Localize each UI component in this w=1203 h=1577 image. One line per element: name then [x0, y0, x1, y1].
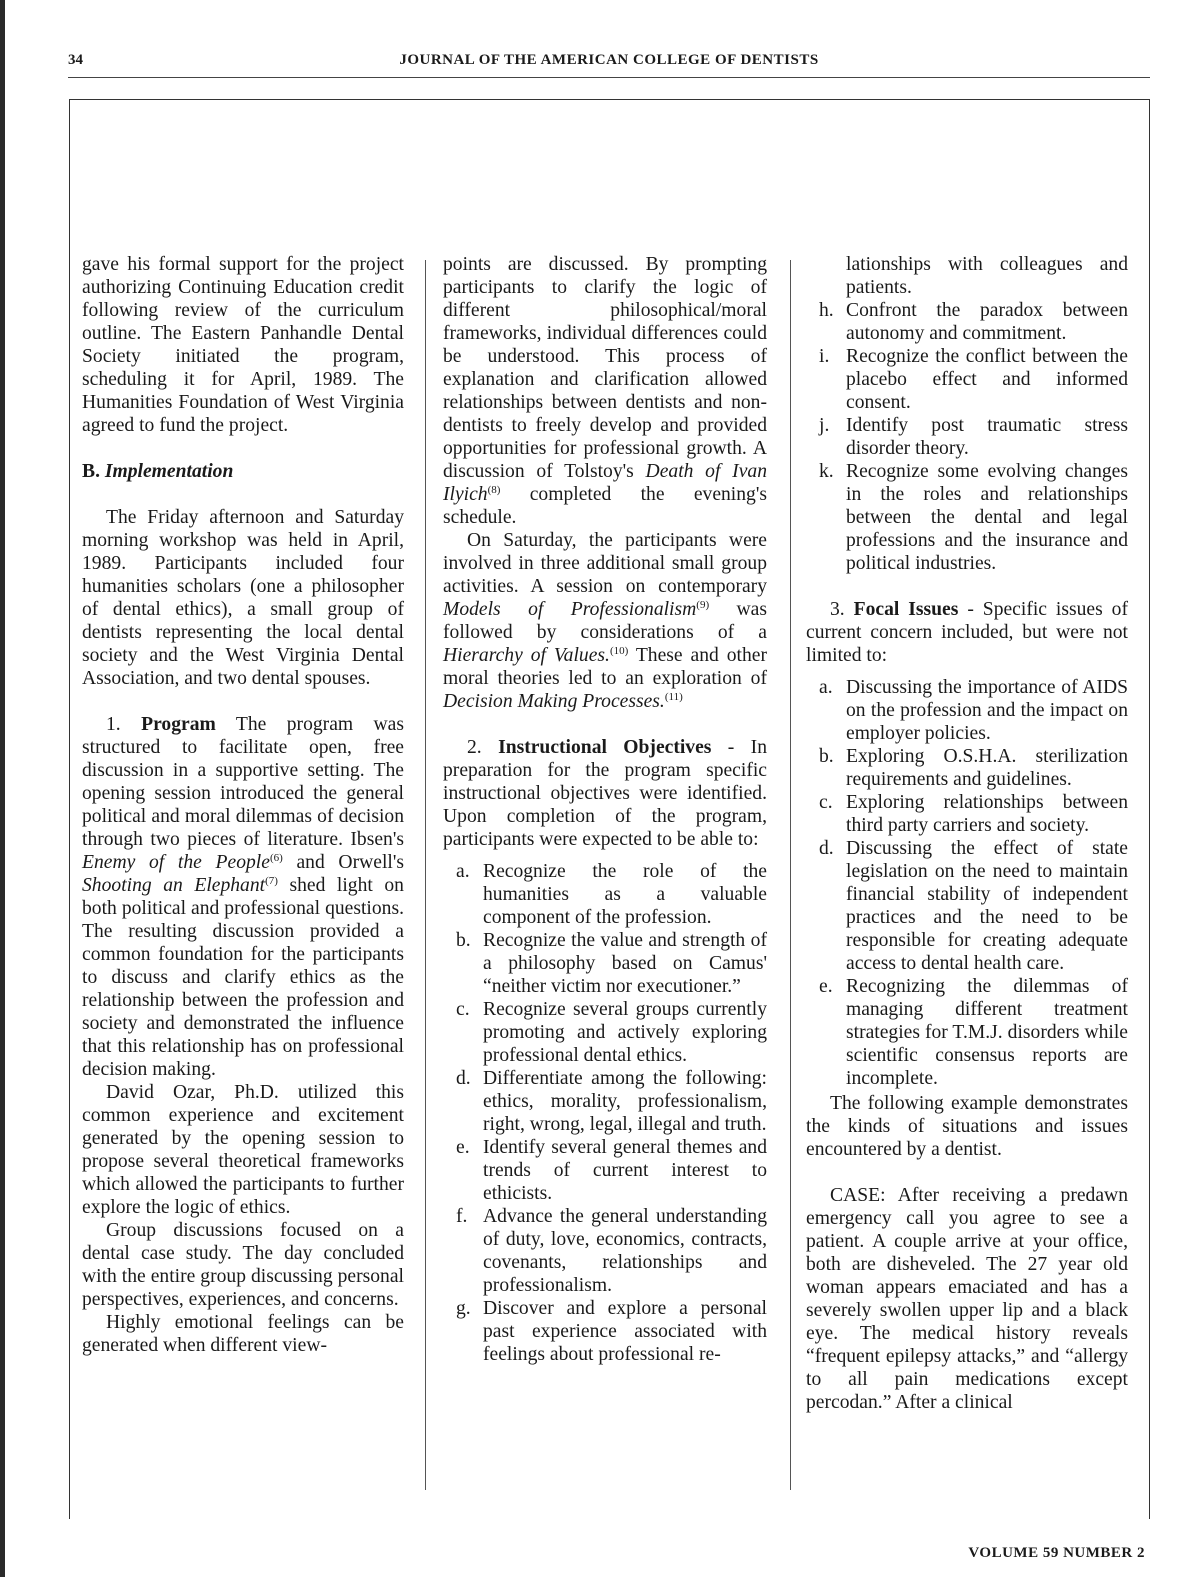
list-item-text: Recognize the role of the humanities as a valuable component of the profession. — [483, 861, 767, 928]
viewpoints-text-1: points are discussed. By prompting participants to clarify the logic of different philosophical/moral frameworks, individual differences could be understood. This process of explanation and clarification allowed relationships between dentists and non-dentists to freely develop and provided opportunities for professional growth. A discussion of Tolstoy's — [443, 254, 767, 482]
list-item-continuation — [806, 253, 1128, 299]
paragraph-instructional-objectives — [443, 736, 767, 851]
list-item-text: Recognize several groups currently promoting and actively exploring professional dental ethics. — [483, 999, 767, 1066]
volume-footer: VOLUME 59 NUMBER 2 — [968, 1545, 1145, 1561]
list-item-text: Recognize some evolving changes in the roles and relationships between the dental and legal professions and the insurance and political industries. — [846, 461, 1128, 574]
column-2 — [443, 253, 767, 1366]
saturday-text-1: On Saturday, the participants were involved in three additional small group activities. A session on contemporary — [443, 530, 767, 597]
focal-number: 3. — [830, 599, 854, 620]
list-item-label: g. — [456, 1298, 471, 1319]
program-text-2: and Orwell's — [282, 852, 404, 873]
list-item — [443, 1297, 767, 1366]
list-item — [806, 975, 1128, 1090]
list-item-label: i. — [819, 346, 830, 367]
title-hierarchy-of-values: Hierarchy of Values. — [443, 645, 610, 666]
list-item — [443, 1136, 767, 1205]
list-item-text: Advance the general understanding of duty, love, economics, contracts, covenants, relationships and professionalism. — [483, 1206, 767, 1296]
paragraph-case: CASE: After receiving a predawn emergency call you agree to see a patient. A couple arrive at your office, both are disheveled. The 27 year old woman appears emaciated and has a severely swollen upper lip and a black eye. The medical history reveals “frequent epilepsy attacks,” and “allergy to all pain medications except percodan.” After a clinical — [806, 1185, 1128, 1413]
list-item-label: d. — [456, 1068, 471, 1089]
viewpoints-text-2: completed the evening's schedule. — [443, 484, 767, 528]
list-item — [806, 345, 1128, 414]
reference-11: (11) — [664, 691, 683, 703]
reference-10: (10) — [609, 645, 629, 657]
list-item-label: c. — [819, 792, 833, 813]
header-rule — [68, 77, 1150, 78]
running-header — [68, 52, 1150, 76]
list-item-text: Identify post traumatic stress disorder theory. — [846, 415, 1128, 459]
heading-letter: B. — [82, 461, 105, 482]
program-number: 1. — [106, 714, 142, 735]
list-item-text: Recognizing the dilemmas of managing different treatment strategies for T.M.J. disorders while scientific consensus reports are incomplete. — [846, 976, 1128, 1089]
reference-7: (7) — [265, 875, 278, 887]
list-item-text: Identify several general themes and trends of current interest to ethicists. — [483, 1137, 767, 1204]
list-item — [806, 837, 1128, 975]
objectives-list — [443, 860, 767, 1366]
paragraph-intro: gave his formal support for the project authorizing Continuing Education credit following review of the curriculum outline. The Eastern Panhandle Dental Society initiated the program, scheduling it for April, 1989. The Humanities Foundation of West Virginia agreed to fund the project. — [82, 254, 404, 436]
paragraph-program — [82, 713, 404, 1081]
list-item-label: c. — [456, 999, 470, 1020]
objectives-list-continued — [806, 253, 1128, 575]
list-item-text: Exploring relationships between third party carriers and society. — [846, 792, 1128, 836]
focal-issues-list — [806, 676, 1128, 1090]
focal-label: Focal Issues — [853, 599, 959, 620]
title-shooting-an-elephant: Shooting an Elephant — [82, 875, 266, 896]
list-item-text: Exploring O.S.H.A. sterilization requirements and guidelines. — [846, 746, 1128, 790]
list-item — [443, 1067, 767, 1136]
list-item — [443, 929, 767, 998]
page-number: 34 — [68, 52, 83, 68]
objectives-intro: - In preparation for the program specific instructional objectives were identified. Upon completion of the program, participants were expected to be able to: — [443, 737, 767, 850]
paragraph-saturday — [443, 529, 767, 713]
list-item-text: Differentiate among the following: ethics, morality, professionalism, right, wrong, legal, illegal and truth. — [483, 1068, 767, 1135]
saturday-text-3: These and other moral theories led to an exploration of — [443, 645, 767, 689]
list-item-text: Discover and explore a personal past experience associated with feelings about professional re- — [483, 1298, 767, 1365]
journal-title: JOURNAL OF THE AMERICAN COLLEGE OF DENTISTS — [399, 52, 819, 68]
list-item-text: Recognize the conflict between the placebo effect and informed consent. — [846, 346, 1128, 413]
list-item-label: a. — [456, 861, 470, 882]
objectives-label: Instructional Objectives — [498, 737, 712, 758]
program-text-3: shed light on both political and professional questions. The resulting discussion provided a common foundation for the participants to discuss and clarify ethics as the relationship between the profession and society and demonstrated the influence that this relationship has on professional decision making. — [82, 875, 404, 1080]
title-models-of-professionalism: Models of Professionalism — [443, 599, 697, 620]
list-item — [806, 676, 1128, 745]
list-item-label: b. — [456, 930, 471, 951]
list-item-label: f. — [456, 1206, 468, 1227]
title-decision-making-processes: Decision Making Processes. — [443, 691, 665, 712]
title-death-of-ivan-ilyich: Death of Ivan Ilyich — [443, 461, 767, 505]
list-item — [806, 414, 1128, 460]
list-item-text: Discussing the effect of state legislation on the need to maintain financial stability of independent practices and the need to be responsible for creating adequate access to dental health care. — [846, 838, 1128, 974]
page-edge-shadow — [0, 0, 5, 1577]
objectives-number: 2. — [467, 737, 499, 758]
list-item-label: e. — [456, 1137, 470, 1158]
list-item-label: j. — [819, 415, 830, 436]
list-item — [806, 460, 1128, 575]
column-rule-2 — [790, 260, 791, 1490]
reference-6: (6) — [269, 852, 283, 864]
title-enemy-of-the-people: Enemy of the People — [82, 852, 270, 873]
reference-9: (9) — [696, 599, 710, 611]
list-item-text: Discussing the importance of AIDS on the profession and the impact on employer policies. — [846, 677, 1128, 744]
list-item-label: b. — [819, 746, 834, 767]
list-item-text: Recognize the value and strength of a philosophy based on Camus' “neither victim nor executioner.” — [483, 930, 767, 997]
list-item-label: d. — [819, 838, 834, 859]
paragraph-viewpoints — [443, 253, 767, 529]
program-text-1: The program was structured to facilitate open, free discussion in a supportive setting. The opening session introduced the general political and moral dilemmas of decision through two pieces of literature. Ibsen's — [82, 714, 405, 850]
list-item — [806, 791, 1128, 837]
focal-intro: - Specific issues of current concern included, but were not limited to: — [806, 599, 1129, 666]
reference-8: (8) — [487, 484, 501, 496]
column-3 — [806, 253, 1128, 1414]
paragraph-focal-issues — [806, 598, 1128, 667]
paragraph-emotional: Highly emotional feelings can be generated when different view- — [82, 1312, 404, 1356]
section-heading-implementation — [82, 460, 404, 483]
list-item — [443, 860, 767, 929]
list-item-label: h. — [819, 300, 834, 321]
paragraph-ozar: David Ozar, Ph.D. utilized this common experience and excitement generated by the opening session to propose several theoretical frameworks which allowed the participants to further explore the logic of ethics. — [82, 1082, 404, 1218]
list-item — [806, 745, 1128, 791]
paragraph-workshop: The Friday afternoon and Saturday morning workshop was held in April, 1989. Participants included four humanities scholars (one a philosopher of dental ethics), a small group of dentists representing the local dental society and the West Virginia Dental Association, and two dental spouses. — [82, 507, 404, 689]
list-item-text: Confront the paradox between autonomy and commitment. — [846, 300, 1128, 344]
list-item-label: k. — [819, 461, 834, 482]
column-1 — [82, 253, 404, 1357]
list-item — [443, 1205, 767, 1297]
paragraph-example: The following example demonstrates the kinds of situations and issues encountered by a dentist. — [806, 1093, 1128, 1160]
list-item-label: e. — [819, 976, 833, 997]
column-rule-1 — [425, 260, 426, 1490]
list-item-label: a. — [819, 677, 833, 698]
list-item — [443, 998, 767, 1067]
paragraph-group-discussions: Group discussions focused on a dental case study. The day concluded with the entire group discussing personal perspectives, experiences, and concerns. — [82, 1220, 404, 1310]
heading-title: Implementation — [104, 461, 234, 482]
list-item — [806, 299, 1128, 345]
list-item-text: lationships with colleagues and patients. — [846, 254, 1128, 298]
program-label: Program — [141, 714, 216, 735]
saturday-text-2: was followed by considerations of a — [443, 599, 767, 643]
